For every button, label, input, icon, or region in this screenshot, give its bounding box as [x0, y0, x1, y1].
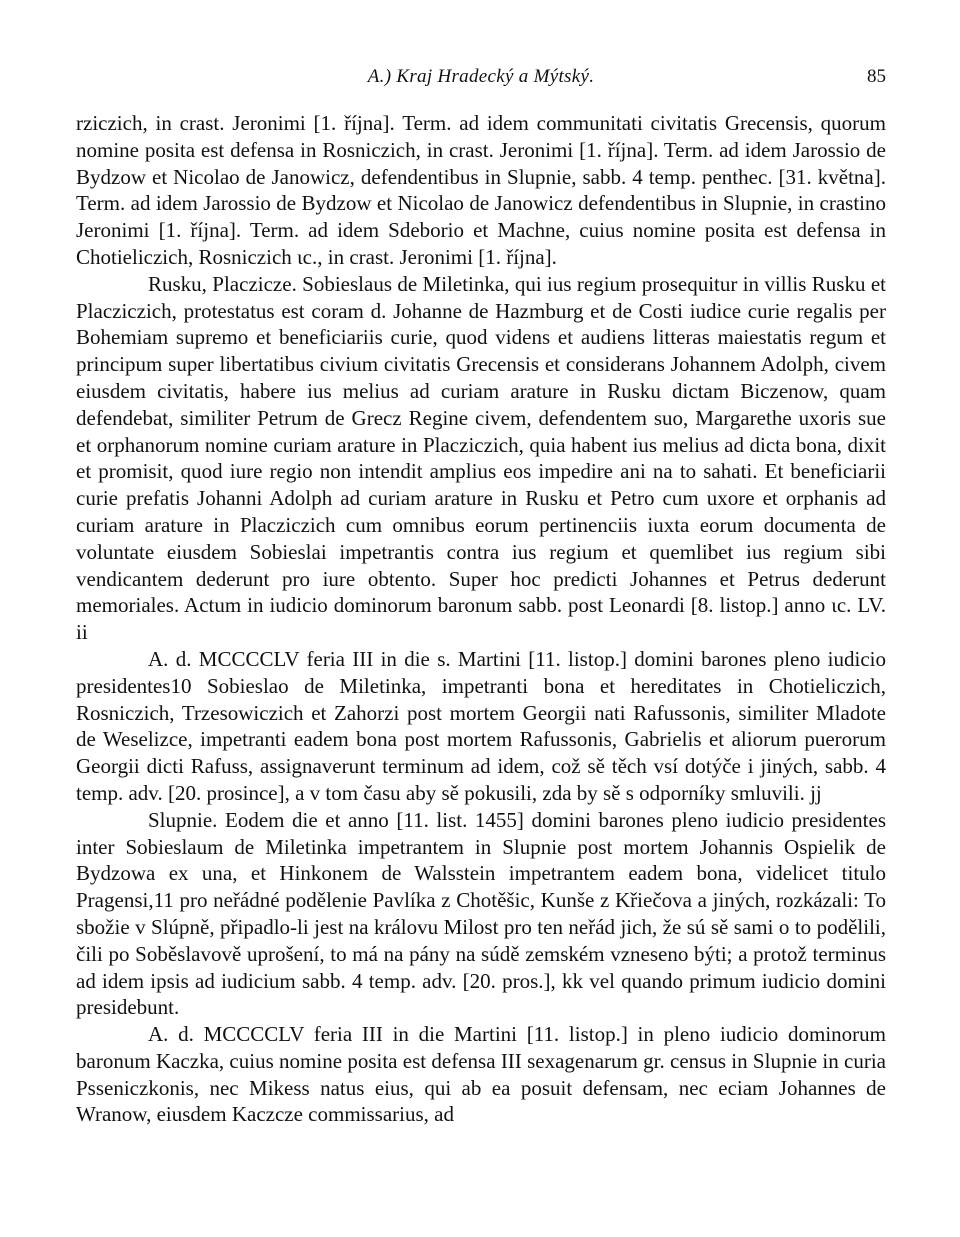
- paragraph-5: [76, 1021, 886, 1128]
- paragraph-2-text: Rusku, Placzicze. Sobieslaus de Miletinka, qui ius regium prosequitur in villis Rusku et Placziczich, protestatus est coram d. Johanne de Hazmburg et de Costi iudice curie regalis per Bohemiam supremo et beneficiariis curie, quod videns et audiens litteras maiestatis regum et principum super libertatibus civium civitatis Grecensis et considerans Johannem Adolph, civem eiusdem civitatis, habere ius melius ad curiam arature in Rusku dictam Biczenow, quam defendebat, similiter Petrum de Grecz Regine civem, defendentem suo, Margarethe uxoris sue et orphanorum nomine curiam arature in Placziczich, quia habent ius melius ad dicta bona, dixit et promisit, quod iure regio non intendit amplius eos impedire ani na to sahati. Et beneficiarii curie prefatis Johanni Adolph ad curiam arature in Rusku et Petro cum uxore et orphanis ad curiam arature in Placziczich cum omnibus eorum pertinenciis iuxta eorum documenta de voluntate eiusdem Sobieslai impetrantis contra ius regium et quemlibet ius regium sibi vendicantem dederunt pro iure obtento. Super hoc predicti Johannes et Petrus dederunt memoriales. Actum in iudicio dominorum baronum sabb. post Leonardi [8. listop.] anno ɩc. LV. ii: [76, 271, 886, 645]
- paragraph-1-text: rziczich, in crast. Jeronimi [1. října]. Term. ad idem communitati civitatis Grecensis, quorum nomine posita est defensa in Rosniczich, in crast. Jeronimi [1. října]. Term. ad idem Jarossio de Bydzow et Nicolao de Janowicz, defendentibus in Slupnie, sabb. 4 temp. penthec. [31. května]. Term. ad idem Jarossio de Bydzow et Nicolao de Janowicz defendentibus in Slupnie, in crastino Jeronimi [1. října]. Term. ad idem Sdeborio et Machne, cuius nomine posita est defensa in Chotieliczich, Rosniczich ɩc., in crast. Jeronimi [1. října].: [76, 111, 886, 269]
- page-number: 85: [867, 66, 886, 87]
- running-header: [76, 62, 886, 92]
- paragraph-1: [76, 110, 886, 271]
- paragraph-5-text: A. d. MCCCCLV feria III in die Martini [11. listop.] in pleno iudicio dominorum baronum Kaczka, cuius nomine posita est defensa III sexagenarum gr. census in Slupnie in curia Psseniczkonis, nec Mikess natus eius, qui ab ea posuit defensam, nec eciam Johannes de Wranow, eiusdem Kaczcze commissarius, ad: [76, 1022, 886, 1127]
- paragraph-3: [76, 646, 886, 807]
- header-title: A.) Kraj Hradecký a Mýtský.: [367, 66, 595, 87]
- paragraph-3-text: A. d. MCCCCLV feria III in die s. Martini [11. listop.] domini barones pleno iudicio presidentes10 Sobieslao de Miletinka, impetranti bona et hereditates in Chotieliczich, Rosniczich, Trzesowiczich et Zahorzi post mortem Georgii nati Rafussonis, similiter Mladote de Weselizce, impetranti eadem bona post mortem Rafussonis, Gabrielis et aliorum puerorum Georgii dicti Rafuss, assignaverunt terminum ad idem, což sě těch vsí dotýče i jiných, sabb. 4 temp. adv. [20. prosince], a v tom času aby sě pokusili, zda by sě s odporníky smluvili. jj: [76, 646, 886, 805]
- paragraph-4-text: Slupnie. Eodem die et anno [11. list. 1455] domini barones pleno iudicio presidentes inter Sobieslaum de Miletinka impetrantem in Slupnie post mortem Johannis Ospielik de Bydzowa ex una, et Hinkonem de Walsstein impetrantem eadem bona, videlicet titulo Pragensi,11 pro neřádné podělenie Pavlíka z Chotěšic, Kunše z Křiečova a jiných, rozkázali: To sbožie v Slúpně, připadlo-li jest na královu Milost pro ten neřád jich, že sú sě sami o to podělili, čili po Soběslavově uprošení, to má na pány na súdě zemském vzneseno býti; a protož terminus ad idem ipsis ad iudicium sabb. 4 temp. adv. [20. pros.], kk vel quando primum iudicio domini presidebunt.: [76, 807, 886, 1020]
- paragraph-2: [76, 271, 886, 646]
- document-page: [76, 62, 886, 1128]
- paragraph-4: [76, 807, 886, 1021]
- body-text: [76, 110, 886, 1128]
